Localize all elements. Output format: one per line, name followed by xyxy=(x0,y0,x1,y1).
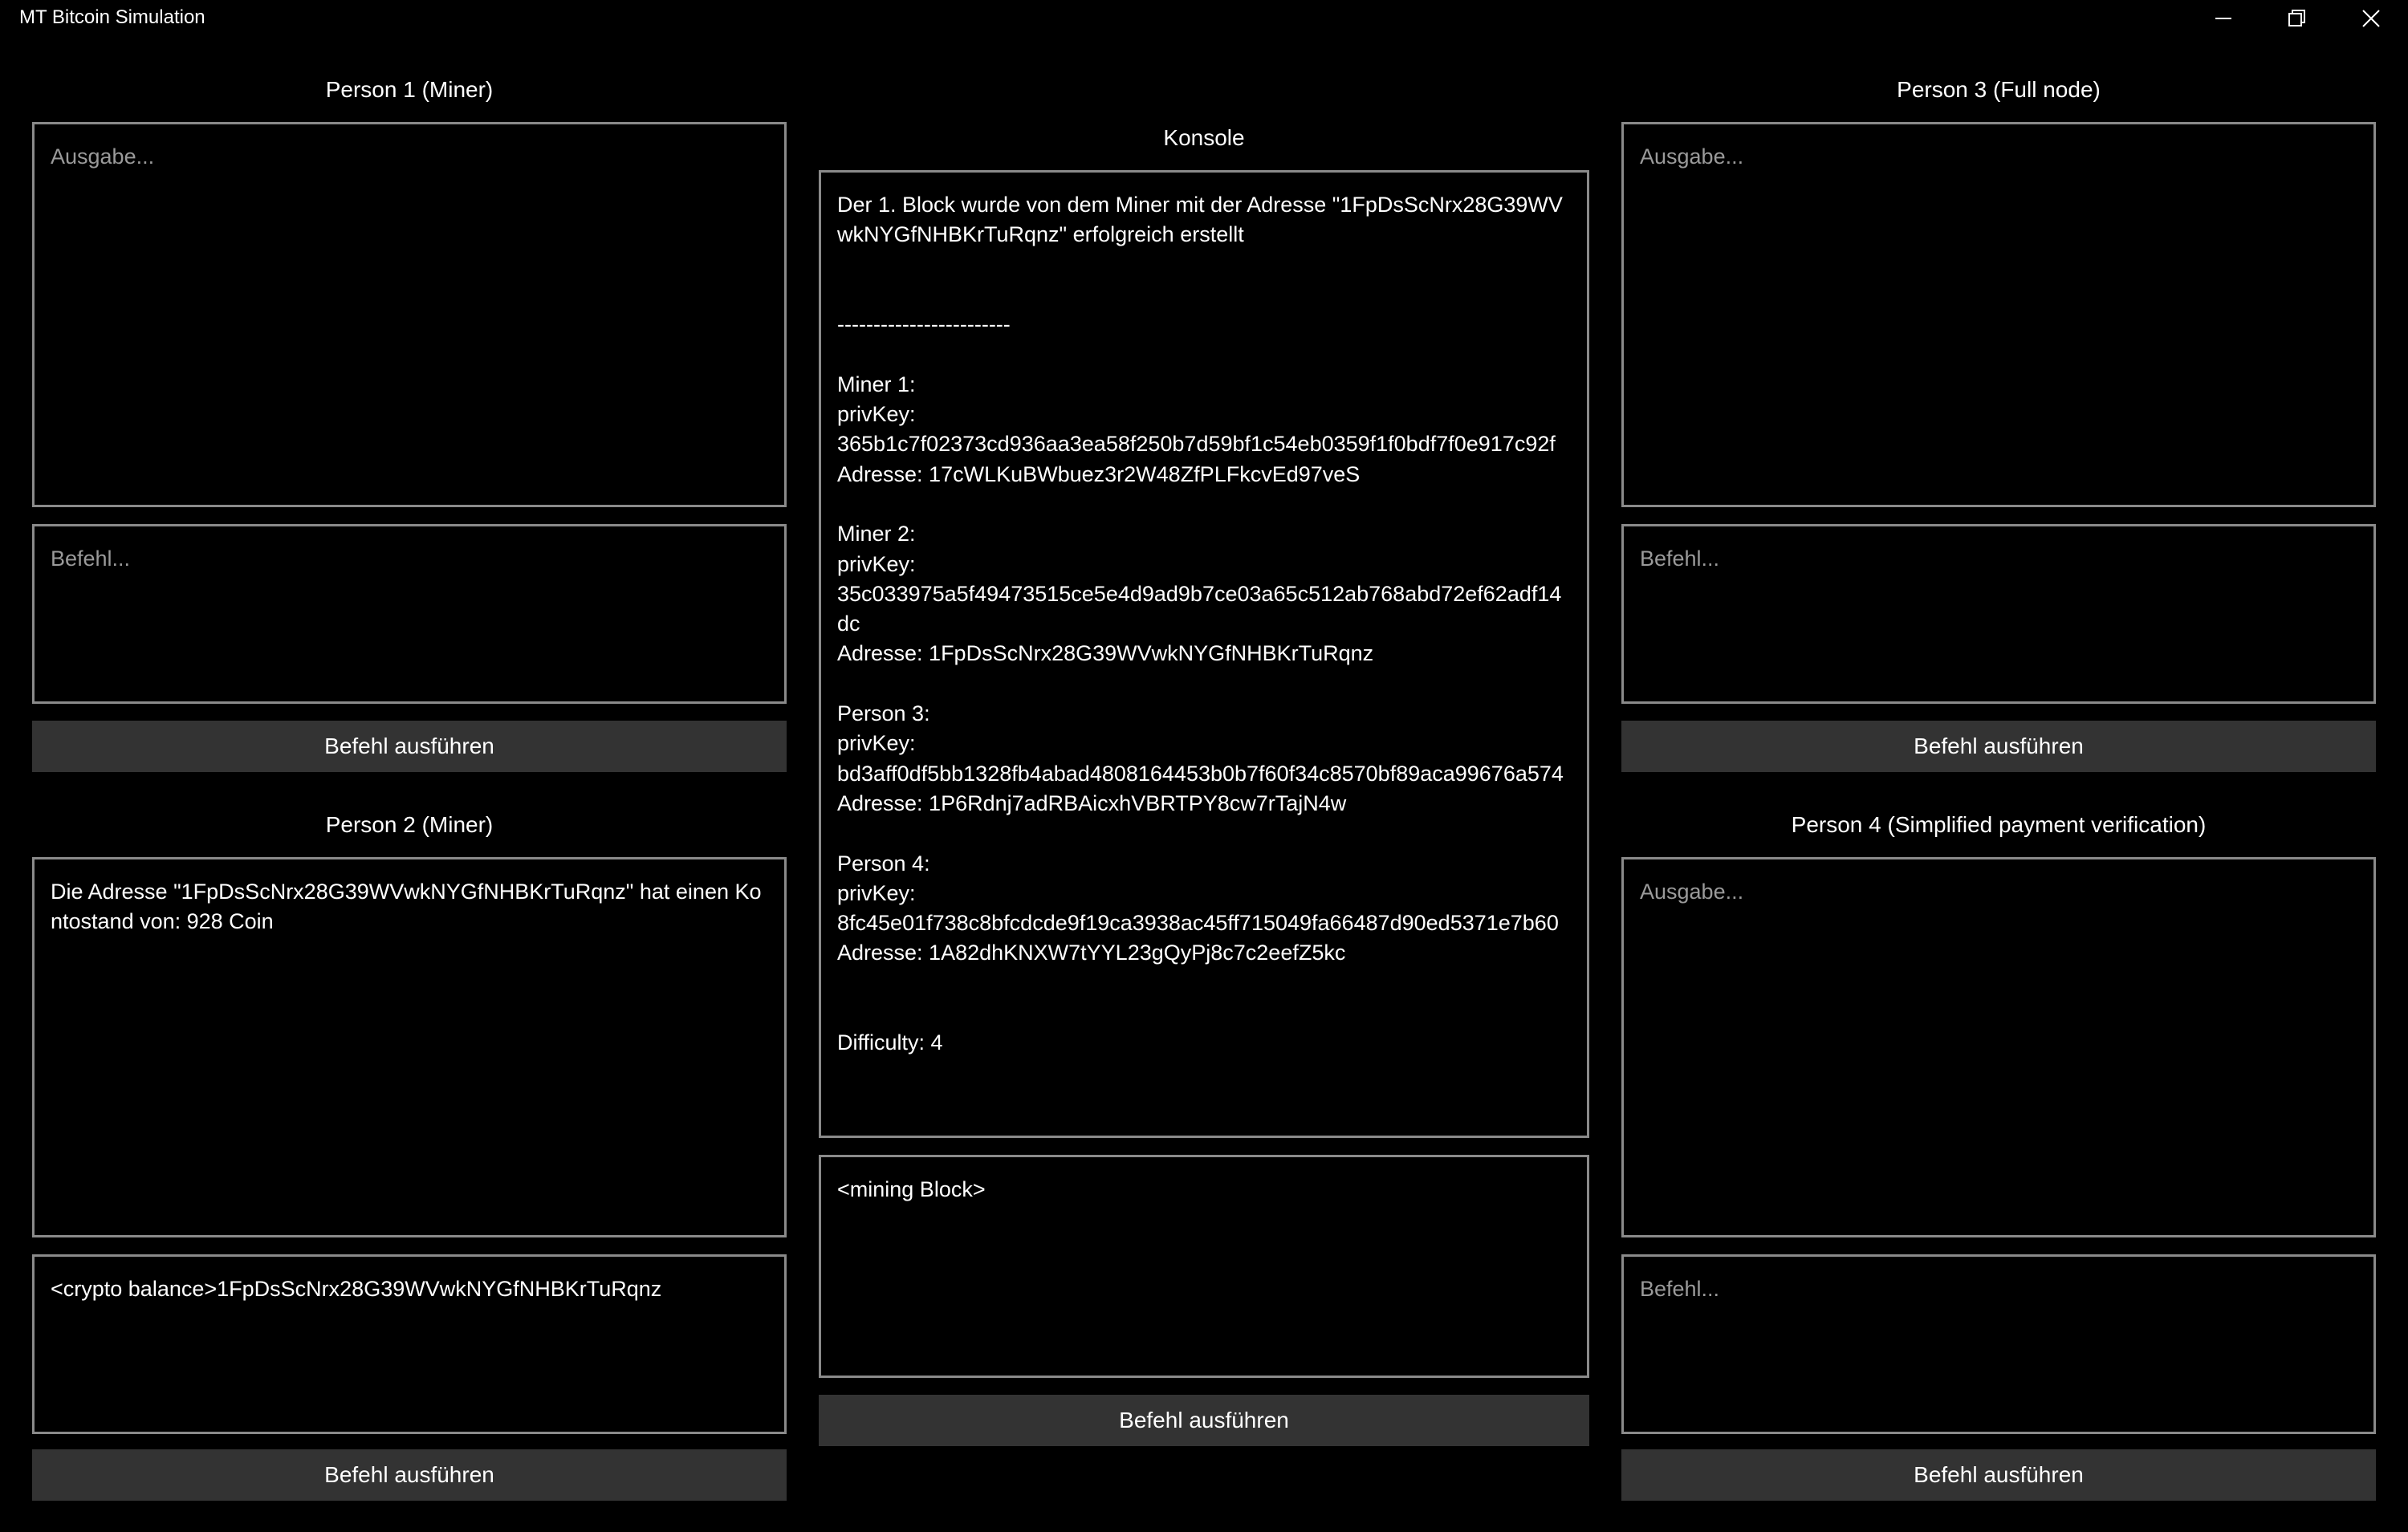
console-execute-button[interactable]: Befehl ausführen xyxy=(819,1395,1589,1446)
close-button[interactable] xyxy=(2334,0,2408,37)
person1-output-area[interactable] xyxy=(32,122,787,507)
person2-heading: Person 2 (Miner) xyxy=(325,812,494,837)
title-bar xyxy=(0,0,2408,37)
person2-output-area[interactable]: Die Adresse "1FpDsScNrx28G39WVwkNYGfNHBKrTuRqnz" hat einen Kontostand von: 928 Coin xyxy=(32,857,787,1237)
restore-icon xyxy=(2288,10,2306,27)
person2-execute-button[interactable]: Befehl ausführen xyxy=(32,1449,787,1501)
person1-command-input[interactable] xyxy=(32,524,787,704)
console-command-input[interactable]: <mining Block> xyxy=(819,1155,1589,1378)
person2-command-input[interactable]: <crypto balance>1FpDsScNrx28G39WVwkNYGfNHBKrTuRqnz xyxy=(32,1254,787,1434)
person4-execute-button[interactable]: Befehl ausführen xyxy=(1621,1449,2376,1501)
minimize-icon xyxy=(2215,10,2232,27)
console-output-area[interactable]: Der 1. Block wurde von dem Miner mit der Adresse "1FpDsScNrx28G39WVwkNYGfNHBKrTuRqnz" erfolgreich erstellt ------------------------ Miner 1: privKey: 365b1c7f02373cd936aa3ea58f250b7d59bf1c54eb0359f1f0bdf7f0e917c92f Adresse: 17cWLKuBWbuez3r2W48ZfPLFkcvEd97veS Miner 2: privKey: 35c033975a5f49473515ce5e4d9ad9b7ce03a65c512ab768abd72ef62adf14dc Adresse: 1FpDsScNrx28G39WVwkNYGfNHBKrTuRqnz Person 3: privKey: bd3aff0df5bb1328fb4abad4808164453b0b7f60f34c8570bf89aca99676a574 Adresse: 1P6Rdnj7adRBAicxhVBRTPY8cw7rTajN4w Person 4: privKey: 8fc45e01f738c8bfcdcde9f19ca3938ac45ff715049fa66487d90ed5371e7b60 Adresse: 1A82dhKNXW7tYYL23gQyPj8c7c2eefZ5kc Difficulty: 4 xyxy=(819,170,1589,1138)
restore-button[interactable] xyxy=(2260,0,2334,37)
person4-command-input[interactable] xyxy=(1621,1254,2376,1434)
person4-heading: Person 4 (Simplified payment verification) xyxy=(1791,812,2207,837)
console-heading: Konsole xyxy=(1163,125,1245,150)
minimize-button[interactable] xyxy=(2186,0,2260,37)
app-title: MT Bitcoin Simulation xyxy=(19,6,205,28)
person3-command-input[interactable] xyxy=(1621,524,2376,704)
person3-output-area[interactable] xyxy=(1621,122,2376,507)
person1-heading: Person 1 (Miner) xyxy=(325,77,494,102)
person1-execute-button[interactable]: Befehl ausführen xyxy=(32,721,787,772)
person3-execute-button[interactable]: Befehl ausführen xyxy=(1621,721,2376,772)
person3-heading: Person 3 (Full node) xyxy=(1897,77,2101,102)
person4-output-area[interactable] xyxy=(1621,857,2376,1237)
close-icon xyxy=(2362,10,2380,27)
